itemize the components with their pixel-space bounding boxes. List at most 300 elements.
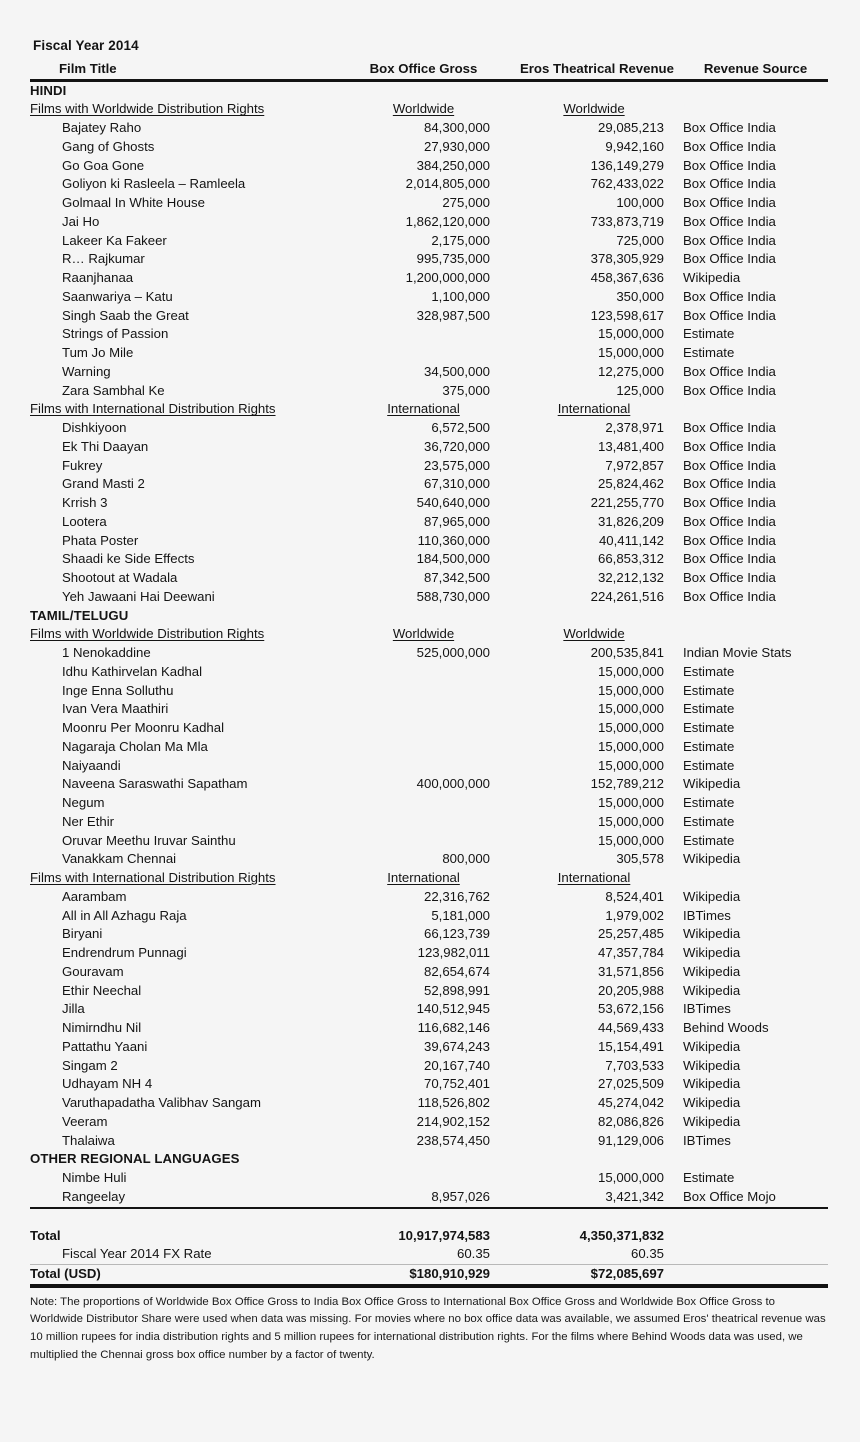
totals-divider (30, 1208, 828, 1227)
group-gross-header: Worldwide (392, 626, 455, 642)
revenue-cell: 15,000,000 (597, 757, 664, 773)
group-label: Films with Worldwide Distribution Rights (30, 101, 265, 117)
revenue-cell: 27,025,509 (597, 1076, 664, 1092)
group-label: Films with Worldwide Distribution Rights (30, 626, 265, 642)
revenue-cell: 31,826,209 (597, 513, 664, 529)
film-row (30, 532, 828, 551)
film-row (30, 269, 828, 288)
gross-cell: 384,250,000 (416, 157, 490, 173)
revenue-cell: 2,378,971 (605, 420, 664, 435)
source-cell: Box Office India (683, 138, 776, 154)
gross-cell: 1,100,000 (431, 288, 490, 304)
film-row (30, 907, 828, 926)
film-title-cell: Gang of Ghosts (62, 138, 155, 154)
film-title-cell: Nimbe Huli (62, 1170, 127, 1185)
film-title-cell: Rangeelay (62, 1188, 126, 1204)
film-row (30, 738, 828, 757)
source-cell: Indian Movie Stats (683, 645, 792, 660)
header-row (30, 60, 828, 80)
source-cell: Box Office India (683, 551, 776, 567)
revenue-cell: 25,824,462 (597, 476, 664, 492)
source-cell: Estimate (683, 701, 735, 717)
film-title-cell: Goliyon ki Rasleela – Ramleela (62, 176, 246, 192)
source-cell: Box Office India (683, 176, 776, 192)
revenue-cell: 44,569,433 (597, 1020, 664, 1035)
film-row (30, 325, 828, 344)
film-row (30, 344, 828, 363)
film-title-cell: Raanjhanaa (62, 270, 134, 285)
film-row (30, 138, 828, 157)
film-row (30, 1188, 828, 1208)
film-title-cell: Jilla (62, 1001, 85, 1017)
total-usd-label: Total (USD) (30, 1265, 355, 1286)
film-title-cell: Singh Saab the Great (62, 307, 189, 323)
revenue-cell: 82,086,826 (597, 1113, 664, 1129)
revenue-cell: 7,972,857 (605, 457, 664, 473)
group-revenue-header: International (557, 870, 631, 885)
revenue-cell: 350,000 (616, 288, 664, 304)
source-cell: Box Office India (683, 120, 776, 135)
film-row (30, 213, 828, 232)
revenue-cell: 152,789,212 (590, 776, 664, 792)
film-row (30, 250, 828, 269)
film-row (30, 494, 828, 513)
source-cell: Box Office India (683, 438, 776, 454)
film-row (30, 982, 828, 1001)
source-cell: Estimate (683, 795, 735, 810)
film-row (30, 850, 828, 869)
film-title-cell: Dishkiyoon (62, 420, 127, 435)
gross-cell: 2,175,000 (431, 232, 490, 248)
gross-cell: 22,316,762 (423, 888, 490, 904)
revenue-cell: 8,524,401 (605, 888, 664, 904)
film-title-cell: Jai Ho (62, 213, 100, 229)
group-source-cell (668, 625, 828, 644)
film-title-cell: Nagaraja Cholan Ma Mla (62, 738, 208, 754)
gross-cell (355, 738, 492, 757)
total-gross-value: 10,917,974,583 (398, 1227, 490, 1243)
source-cell: Box Office India (683, 570, 776, 585)
source-cell: Box Office India (683, 513, 776, 529)
source-cell: Box Office India (683, 457, 776, 473)
source-cell: Box Office India (683, 195, 776, 210)
film-title-cell: Aarambam (62, 888, 127, 904)
film-title-cell: Krrish 3 (62, 495, 108, 510)
film-row (30, 438, 828, 457)
gross-cell: 8,957,026 (431, 1188, 490, 1204)
gross-cell: 123,982,011 (417, 945, 490, 960)
gross-cell (355, 344, 492, 363)
film-title-cell: Biryani (62, 926, 103, 942)
film-title-cell: Saanwariya – Katu (62, 288, 173, 304)
group-label: Films with International Distribution Rights (30, 870, 276, 885)
source-cell: Estimate (683, 720, 735, 735)
film-row (30, 363, 828, 382)
revenue-cell: 224,261,516 (590, 588, 664, 604)
film-title-cell: Tum Jo Mile (62, 345, 134, 360)
source-cell: Estimate (683, 682, 735, 698)
gross-cell: 70,752,401 (423, 1076, 490, 1092)
column-header-revenue-source: Revenue Source (668, 60, 828, 80)
group-source-cell (668, 400, 828, 419)
gross-cell: 110,360,000 (417, 532, 490, 548)
gross-cell: 140,512,945 (416, 1001, 490, 1017)
column-header-eros-theatrical-revenue: Eros Theatrical Revenue (492, 60, 668, 80)
source-cell: Estimate (683, 326, 735, 342)
gross-cell: 66,123,739 (423, 926, 490, 942)
source-cell: Box Office India (683, 495, 776, 510)
film-row (30, 757, 828, 776)
revenue-cell: 15,000,000 (597, 795, 664, 810)
gross-cell: 20,167,740 (423, 1057, 490, 1073)
group-revenue-header: Worldwide (563, 626, 625, 642)
fx-rate-gross-value: 60.35 (456, 1246, 490, 1262)
revenue-cell: 13,481,400 (597, 438, 664, 454)
gross-cell: 118,526,802 (417, 1095, 490, 1110)
revenue-cell: 47,357,784 (597, 945, 664, 960)
gross-cell: 275,000 (442, 195, 490, 210)
source-cell: Box Office India (683, 288, 776, 304)
gross-cell: 238,574,450 (416, 1132, 490, 1148)
fx-rate-label: Fiscal Year 2014 FX Rate (62, 1246, 212, 1262)
revenue-cell: 733,873,719 (590, 213, 664, 229)
film-row (30, 963, 828, 982)
group-header-row (30, 869, 828, 888)
gross-cell (355, 325, 492, 344)
source-cell: Box Office India (683, 251, 776, 267)
film-title-cell: Idhu Kathirvelan Kadhal (62, 663, 203, 679)
film-row (30, 813, 828, 832)
source-cell: Wikipedia (683, 1076, 741, 1092)
gross-cell: 540,640,000 (416, 495, 490, 510)
gross-cell: 995,735,000 (416, 251, 490, 267)
section-name: HINDI (30, 82, 67, 98)
film-row (30, 644, 828, 663)
gross-cell: 214,902,152 (416, 1113, 490, 1129)
revenue-cell: 15,000,000 (597, 345, 664, 360)
source-cell: IBTimes (683, 907, 731, 923)
revenue-cell: 15,000,000 (597, 813, 664, 829)
film-row (30, 925, 828, 944)
revenue-cell: 66,853,312 (597, 551, 664, 567)
film-title-cell: Phata Poster (62, 532, 139, 548)
source-cell: Box Office India (683, 157, 776, 173)
gross-cell (355, 700, 492, 719)
revenue-cell: 15,154,491 (597, 1038, 664, 1054)
source-cell: Estimate (683, 663, 735, 679)
group-gross-header: Worldwide (392, 101, 455, 117)
film-title-cell: Strings of Passion (62, 326, 169, 342)
source-cell: Estimate (683, 757, 735, 773)
gross-cell: 27,930,000 (423, 138, 490, 154)
source-cell: Box Office Mojo (683, 1188, 776, 1204)
revenue-cell: 7,703,533 (605, 1057, 664, 1073)
film-title-cell: Yeh Jawaani Hai Deewani (62, 588, 215, 604)
gross-cell: 34,500,000 (423, 363, 490, 379)
gross-cell: 67,310,000 (423, 476, 490, 492)
revenue-cell: 91,129,006 (597, 1132, 664, 1148)
film-row (30, 1000, 828, 1019)
film-row (30, 157, 828, 176)
gross-cell: 800,000 (442, 851, 490, 867)
film-title-cell: Ethir Neechal (62, 982, 142, 998)
gross-cell: 375,000 (442, 382, 490, 398)
column-header-box-office-gross: Box Office Gross (355, 60, 492, 80)
gross-cell: 1,200,000,000 (405, 270, 490, 285)
revenue-cell: 200,535,841 (590, 645, 664, 660)
total-label: Total (30, 1227, 61, 1243)
film-title-cell: Bajatey Raho (62, 120, 142, 135)
source-cell: Wikipedia (683, 1095, 741, 1110)
source-cell: Wikipedia (683, 982, 741, 998)
gross-cell (355, 719, 492, 738)
film-title-cell: Negum (62, 795, 105, 810)
film-row (30, 832, 828, 851)
source-cell: Estimate (683, 738, 735, 754)
revenue-cell: 45,274,042 (597, 1095, 664, 1110)
film-title-cell: 1 Nenokaddine (62, 645, 151, 660)
revenue-cell: 125,000 (616, 382, 664, 398)
film-title-cell: R… Rajkumar (62, 251, 145, 267)
source-cell: Box Office India (683, 213, 776, 229)
film-row (30, 1075, 828, 1094)
gross-cell: 400,000,000 (416, 776, 490, 792)
group-header-row (30, 625, 828, 644)
source-cell: Box Office India (683, 476, 776, 492)
source-cell: Wikipedia (683, 270, 741, 285)
source-cell: Estimate (683, 832, 735, 848)
film-row (30, 419, 828, 438)
gross-cell: 116,682,146 (417, 1020, 490, 1035)
total-usd-source-cell (668, 1265, 828, 1286)
source-cell: Box Office India (683, 382, 776, 398)
gross-cell: 2,014,805,000 (405, 176, 490, 192)
film-title-cell: Grand Masti 2 (62, 476, 145, 492)
page-title: Fiscal Year 2014 (33, 38, 139, 53)
total-usd-revenue-value: $72,085,697 (492, 1265, 668, 1286)
revenue-cell: 3,421,342 (605, 1188, 664, 1204)
source-cell: Box Office India (683, 420, 776, 435)
revenue-cell: 762,433,022 (590, 176, 664, 192)
total-row (30, 1227, 828, 1246)
source-cell: Behind Woods (683, 1020, 769, 1035)
source-cell: Estimate (683, 345, 735, 360)
source-cell: Wikipedia (683, 1038, 741, 1054)
film-title-cell: Lootera (62, 513, 107, 529)
section-row (30, 1150, 828, 1169)
film-revenue-table (30, 60, 828, 1288)
source-cell: IBTimes (683, 1132, 731, 1148)
film-title-cell: Endrendrum Punnagi (62, 945, 187, 960)
revenue-cell: 15,000,000 (597, 701, 664, 717)
revenue-cell: 1,979,002 (605, 907, 664, 923)
source-cell: Wikipedia (683, 776, 741, 792)
film-row (30, 663, 828, 682)
source-cell: Estimate (683, 1170, 735, 1185)
film-title-cell: Thalaiwa (62, 1132, 115, 1148)
gross-cell: 184,500,000 (416, 551, 490, 567)
total-source-cell (668, 1227, 828, 1246)
film-title-cell: Gouravam (62, 963, 124, 979)
film-title-cell: Udhayam NH 4 (62, 1076, 153, 1092)
film-row (30, 175, 828, 194)
film-title-cell: Moonru Per Moonru Kadhal (62, 720, 225, 735)
film-title-cell: Nimirndhu Nil (62, 1020, 142, 1035)
film-row (30, 775, 828, 794)
table-header (30, 60, 828, 80)
gross-cell (355, 757, 492, 776)
film-title-cell: Golmaal In White House (62, 195, 205, 210)
group-source-cell (668, 100, 828, 119)
gross-cell (355, 682, 492, 701)
film-title-cell: Zara Sambhal Ke (62, 382, 165, 398)
gross-cell: 328,987,500 (416, 307, 490, 323)
revenue-cell: 725,000 (616, 232, 664, 248)
source-cell: Wikipedia (683, 963, 741, 979)
column-header-film-title: Film Title (30, 60, 355, 80)
film-title-cell: Lakeer Ka Fakeer (62, 232, 167, 248)
film-row (30, 1057, 828, 1076)
revenue-cell: 100,000 (616, 195, 664, 210)
film-title-cell: Oruvar Meethu Iruvar Sainthu (62, 832, 236, 848)
source-cell: Box Office India (683, 532, 776, 548)
section-name: TAMIL/TELUGU (30, 607, 129, 623)
film-title-cell: Ner Ethir (62, 813, 115, 829)
group-source-cell (668, 869, 828, 888)
fx-rate-source-cell (668, 1245, 828, 1264)
revenue-cell: 15,000,000 (597, 832, 664, 848)
film-row (30, 513, 828, 532)
film-title-cell: Warning (62, 363, 111, 379)
film-row (30, 194, 828, 213)
revenue-cell: 31,571,856 (597, 963, 664, 979)
revenue-cell: 25,257,485 (597, 926, 664, 942)
group-gross-header: International (387, 870, 460, 885)
gross-cell: 87,965,000 (423, 513, 490, 529)
group-revenue-header: Worldwide (563, 101, 625, 117)
film-title-cell: Vanakkam Chennai (62, 851, 177, 867)
film-row (30, 288, 828, 307)
film-row (30, 588, 828, 607)
revenue-cell: 15,000,000 (597, 682, 664, 698)
revenue-cell: 32,212,132 (597, 570, 664, 585)
film-table-body (30, 80, 828, 1208)
film-title-cell: Singam 2 (62, 1057, 118, 1073)
totals-divider-row (30, 1208, 828, 1227)
film-title-cell: All in All Azhagu Raja (62, 907, 187, 923)
film-row (30, 119, 828, 138)
film-title-cell: Naveena Saraswathi Sapatham (62, 776, 248, 792)
totals-body (30, 1208, 828, 1286)
film-row (30, 1169, 828, 1188)
source-cell: Wikipedia (683, 851, 741, 867)
gross-cell: 1,862,120,000 (405, 213, 490, 229)
film-row (30, 550, 828, 569)
footnote: Note: The proportions of Worldwide Box Office Gross to India Box Office Gross to International Box Office Gross and Worldwide Box Office Gross to Worldwide Distributor Share were used when data was missing. For movies where no box office data was available, we assumed Eros' theatrical revenue was 10 million rupees for india distribution rights and 5 million rupees for international distribution rights. For the films where Behind Woods data was used, we multiplied the Chennai gross box office number by a factor of twenty. (30, 1295, 826, 1361)
source-cell: Estimate (683, 813, 735, 829)
gross-cell: 82,654,674 (423, 963, 490, 979)
revenue-cell: 221,255,770 (590, 495, 664, 510)
total-usd-gross-value: $180,910,929 (355, 1265, 492, 1286)
film-row (30, 569, 828, 588)
film-row (30, 1113, 828, 1132)
total-revenue-value: 4,350,371,832 (579, 1227, 664, 1243)
gross-cell: 36,720,000 (423, 438, 490, 454)
film-row (30, 1038, 828, 1057)
gross-cell: 6,572,500 (431, 420, 490, 435)
fx-rate-row (30, 1245, 828, 1264)
revenue-cell: 378,305,929 (590, 251, 664, 267)
gross-cell: 525,000,000 (416, 645, 490, 660)
film-row (30, 794, 828, 813)
source-cell: Wikipedia (683, 945, 741, 960)
film-row (30, 682, 828, 701)
revenue-cell: 29,085,213 (597, 120, 664, 135)
source-cell: IBTimes (683, 1001, 731, 1017)
revenue-cell: 20,205,988 (597, 982, 664, 998)
source-cell: Box Office India (683, 232, 776, 248)
revenue-cell: 15,000,000 (597, 663, 664, 679)
film-row (30, 1019, 828, 1038)
film-row (30, 719, 828, 738)
section-row (30, 607, 828, 626)
film-row (30, 307, 828, 326)
film-title-cell: Go Goa Gone (62, 157, 145, 173)
film-title-cell: Inge Enna Solluthu (62, 682, 174, 698)
source-cell: Box Office India (683, 307, 776, 323)
film-row (30, 232, 828, 251)
film-row (30, 888, 828, 907)
group-revenue-header: International (557, 401, 631, 417)
film-row (30, 475, 828, 494)
revenue-cell: 458,367,636 (590, 270, 664, 285)
section-row (30, 80, 828, 100)
source-cell: Wikipedia (683, 1057, 741, 1073)
gross-cell: 588,730,000 (416, 588, 490, 604)
gross-cell: 23,575,000 (423, 457, 490, 473)
film-row (30, 457, 828, 476)
film-title-cell: Shaadi ke Side Effects (62, 551, 195, 567)
revenue-cell: 9,942,160 (605, 138, 664, 154)
source-cell: Wikipedia (683, 888, 741, 904)
gross-cell: 5,181,000 (431, 907, 490, 923)
gross-cell (355, 794, 492, 813)
revenue-cell: 40,411,142 (598, 532, 664, 548)
film-title-cell: Pattathu Yaani (62, 1038, 148, 1054)
group-gross-header: International (387, 401, 460, 417)
revenue-cell: 15,000,000 (597, 720, 664, 735)
film-row (30, 944, 828, 963)
gross-cell (355, 813, 492, 832)
total-usd-row (30, 1265, 828, 1286)
revenue-cell: 123,598,617 (590, 307, 664, 323)
revenue-cell: 15,000,000 (597, 326, 664, 342)
source-cell: Box Office India (683, 588, 776, 604)
film-row (30, 1094, 828, 1113)
group-header-row (30, 400, 828, 419)
section-name: OTHER REGIONAL LANGUAGES (30, 1151, 240, 1167)
source-cell: Wikipedia (683, 926, 741, 942)
film-title-cell: Veeram (62, 1113, 108, 1129)
film-title-cell: Varuthapadatha Valibhav Sangam (62, 1095, 261, 1110)
gross-cell: 87,342,500 (423, 570, 490, 585)
revenue-cell: 53,672,156 (597, 1001, 664, 1017)
film-title-cell: Shootout at Wadala (62, 570, 178, 585)
revenue-cell: 136,149,279 (590, 157, 664, 173)
group-header-row (30, 100, 828, 119)
film-title-cell: Fukrey (62, 457, 103, 473)
revenue-cell: 12,275,000 (597, 363, 664, 379)
